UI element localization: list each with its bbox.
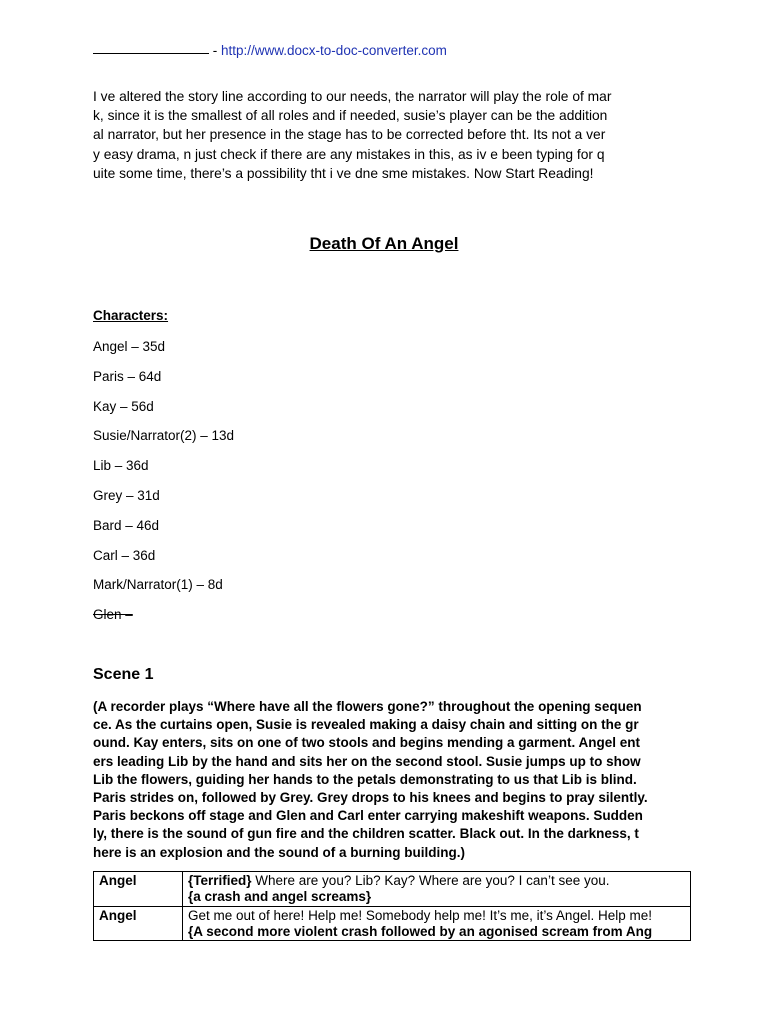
character-item: Kay – 56d	[93, 398, 154, 414]
stage-direction-line: ly, there is the sound of gun fire and the children scatter. Black out. In the darkness, t	[93, 826, 639, 842]
script-table	[93, 871, 691, 941]
converter-link[interactable]: http://www.docx-to-doc-converter.com	[221, 43, 447, 58]
speaker-cell: Angel	[94, 872, 183, 907]
character-item: Grey – 31d	[93, 487, 160, 503]
play-title: Death Of An Angel	[309, 234, 459, 253]
scene-heading: Scene 1	[93, 666, 154, 683]
dialogue-note: {A second more violent crash followed by an agonised scream from Ang	[188, 924, 653, 939]
stage-direction-line: here is an explosion and the sound of a burning building.)	[93, 844, 466, 860]
character-item: Paris – 64d	[93, 368, 162, 384]
dialogue-cell	[183, 872, 691, 907]
stage-direction-line: ers leading Lib by the hand and sits her on the second stool. Susie jumps up to show	[93, 753, 641, 769]
character-item: Bard – 46d	[93, 517, 160, 533]
character-item: Mark/Narrator(1) – 8d	[93, 577, 223, 593]
intro-line: I ve altered the story line according to our needs, the narrator will play the role of mar	[93, 89, 612, 104]
characters-list	[93, 338, 234, 636]
intro-line: al narrator, but her presence in the stage has to be corrected before tht. Its not a ver	[93, 127, 606, 143]
stage-direction-line: Paris strides on, followed by Grey. Grey drops to his knees and begins to pray silently.	[93, 790, 648, 806]
header-prefix: -	[212, 43, 222, 58]
characters-heading: Characters:	[93, 308, 169, 323]
intro-line: uite some time, there’s a possibility tht i ve dne sme mistakes. Now Start Reading!	[93, 165, 594, 181]
dialogue-line: Where are you? Lib? Kay? Where are you? I can’t see you.	[251, 873, 610, 888]
dialogue-direction: {Terrified}	[188, 873, 252, 888]
stage-direction-line: ce. As the curtains open, Susie is revealed making a daisy chain and sitting on the gr	[93, 717, 639, 733]
converter-header	[93, 42, 447, 60]
character-item: Susie/Narrator(2) – 13d	[93, 428, 235, 444]
table-row	[94, 907, 691, 941]
dialogue-cell	[183, 907, 691, 941]
character-item: Angel – 35d	[93, 339, 166, 354]
character-item: Lib – 36d	[93, 458, 149, 474]
table-row	[94, 872, 691, 907]
stage-direction-line: Paris beckons off stage and Glen and Carl enter carrying makeshift weapons. Sudden	[93, 808, 643, 824]
stage-direction-line: (A recorder plays “Where have all the flowers gone?” throughout the opening sequen	[93, 699, 642, 714]
intro-paragraph	[93, 87, 683, 183]
speaker-cell: Angel	[94, 907, 183, 941]
blank-underline	[93, 53, 209, 54]
character-item-struck: Glen –	[93, 607, 133, 623]
dialogue-line: Get me out of here! Help me! Somebody help me! It’s me, it’s Angel. Help me!	[188, 908, 652, 923]
stage-direction	[93, 698, 693, 862]
intro-line: k, since it is the smallest of all roles and if needed, susie’s player can be the addition	[93, 108, 608, 124]
stage-direction-line: ound. Kay enters, sits on one of two stools and begins mending a garment. Angel ent	[93, 735, 641, 751]
intro-line: y easy drama, n just check if there are any mistakes in this, as iv e been typing for q	[93, 146, 605, 162]
character-item: Carl – 36d	[93, 547, 156, 563]
stage-direction-line: Lib the flowers, guiding her hands to the petals demonstrating to us that Lib is blind.	[93, 771, 637, 787]
dialogue-note: {a crash and angel screams}	[188, 889, 372, 904]
